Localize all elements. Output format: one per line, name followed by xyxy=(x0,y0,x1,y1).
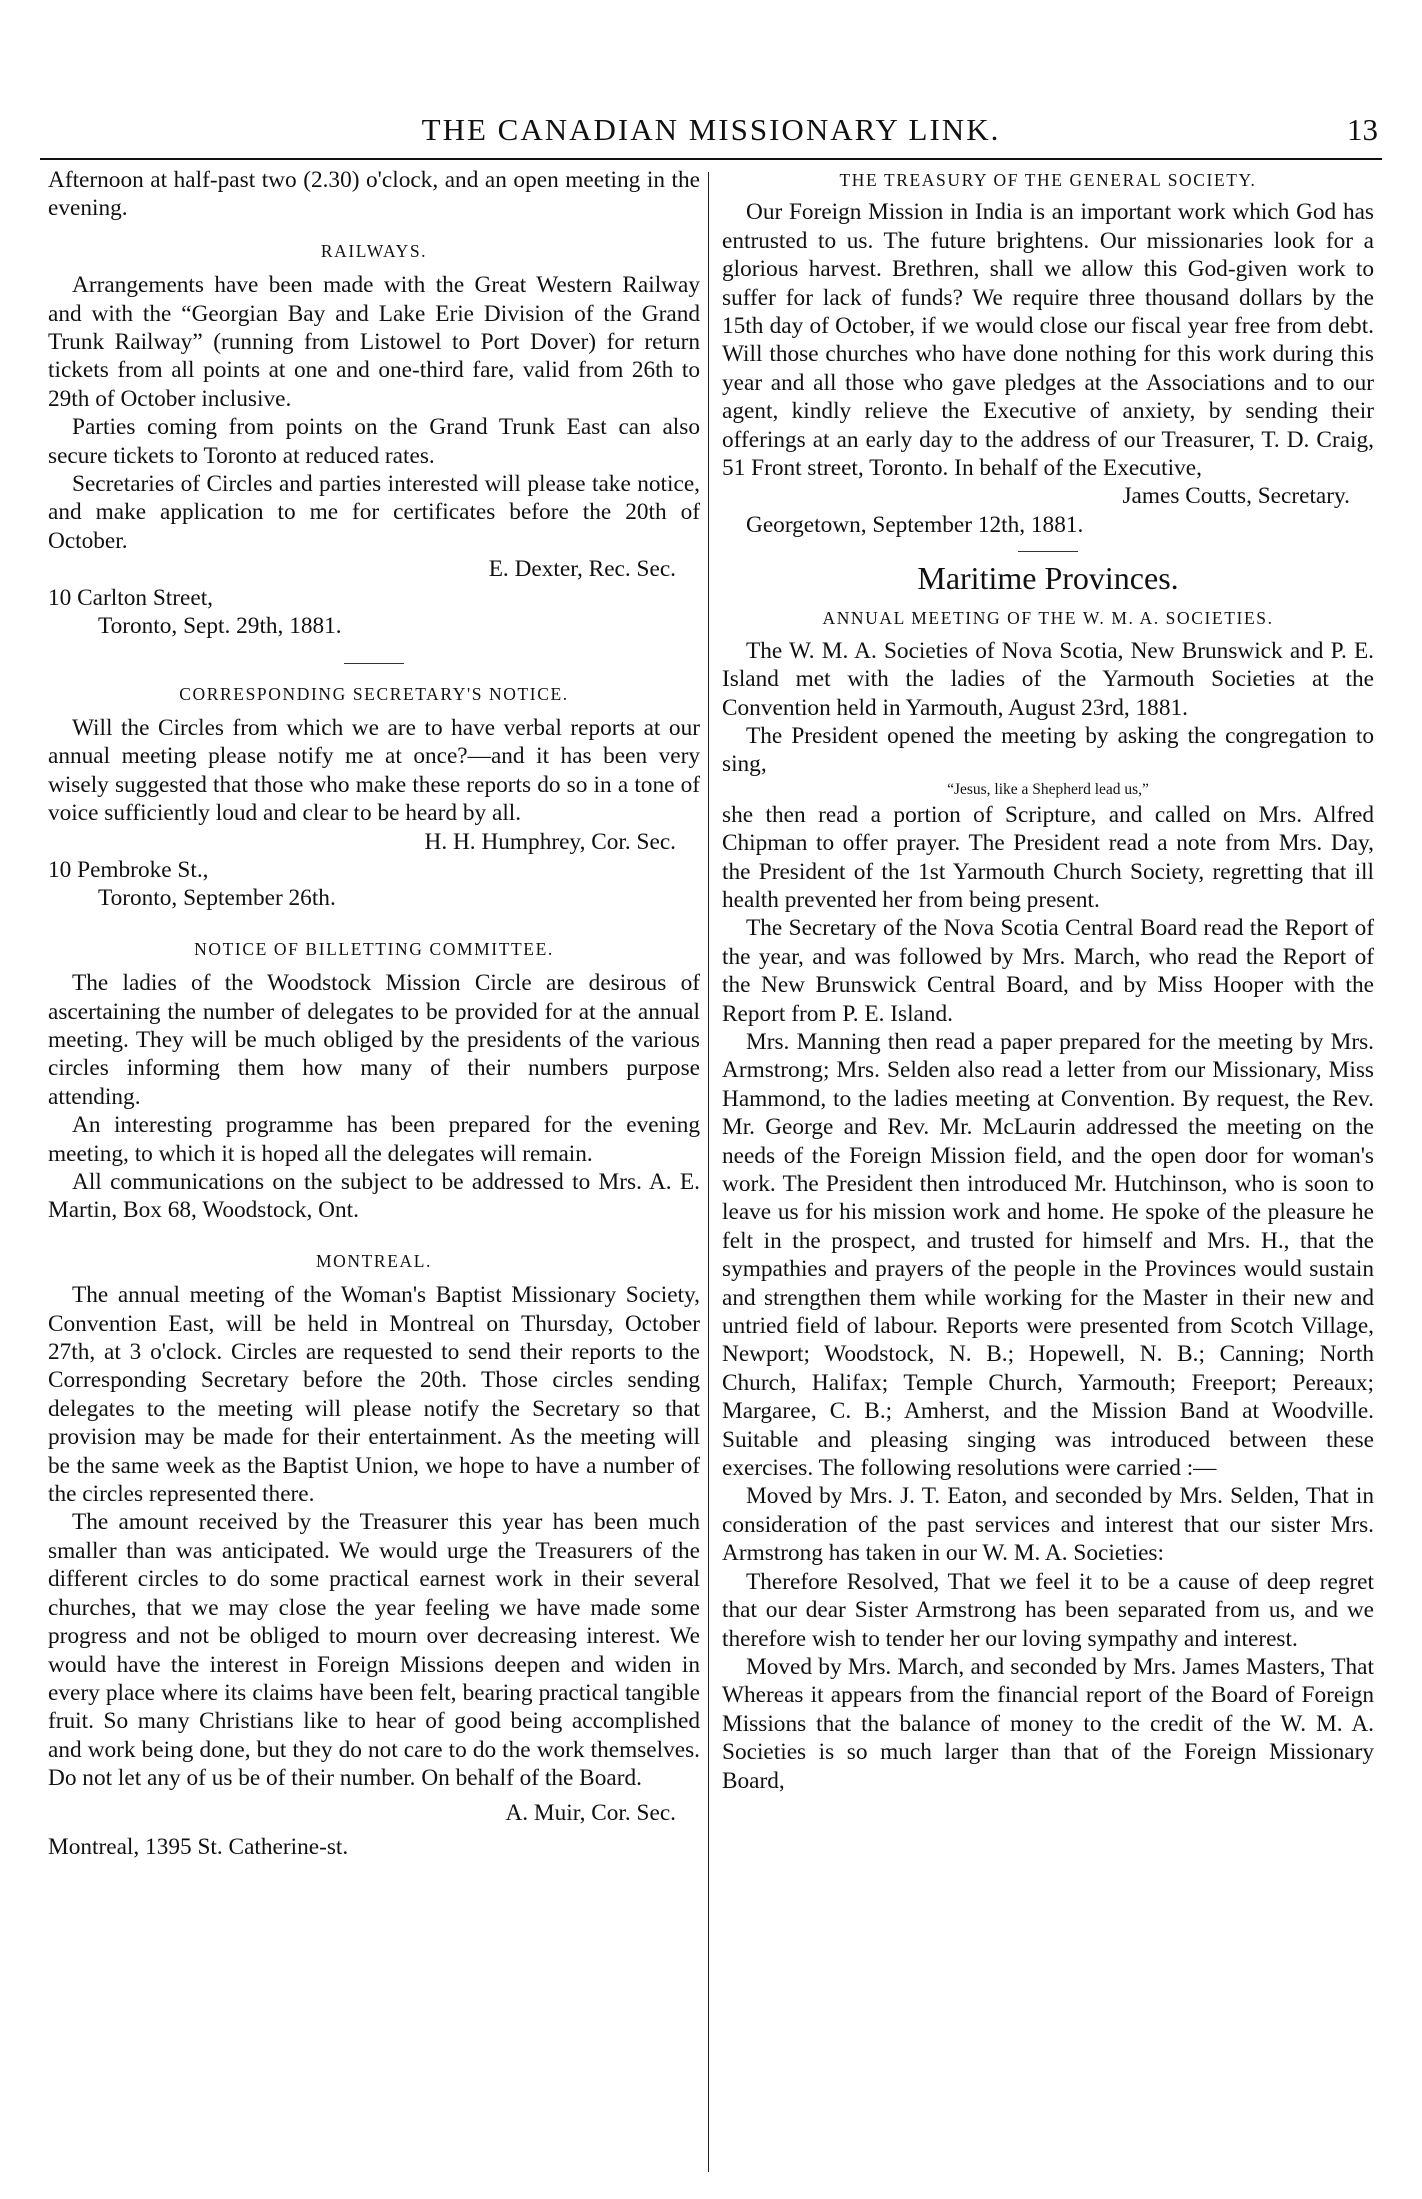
resolution-moved-2: Moved by Mrs. March, and seconded by Mrs. James Masters, That Whereas it appears from the financial report of the Board of Foreign Missions that the balance of money to the credit of the W. M. A. Societies is so much larger than that of the Foreign Missionary Board, xyxy=(722,1653,1374,1794)
dexter-address-date: Toronto, Sept. 29th, 1881. xyxy=(98,613,342,640)
running-title: THE CANADIAN MISSIONARY LINK. xyxy=(421,112,1001,147)
section-rule xyxy=(344,663,404,664)
hymn-title: “Jesus, like a Shepherd lead us,” xyxy=(947,780,1149,798)
annual-meeting-paragraph-4: The Secretary of the Nova Scotia Central Board read the Report of the year, and was followed by Mrs. March, who read the Report of the New Brunswick Central Board, and by Miss Hooper with the Report from P. E. Island. xyxy=(722,915,1374,1027)
dexter-address-street: 10 Carlton Street, xyxy=(48,584,213,611)
right-column xyxy=(722,166,1374,2176)
railways-heading: RAILWAYS. xyxy=(320,240,428,261)
annual-meeting-paragraph-3: she then read a portion of Scripture, and called on Mrs. Alfred Chipman to offer prayer. The President read a note from Mrs. Day, the President of the 1st Yarmouth Church Society, regretting that ill health prevented her from being present. xyxy=(722,801,1374,913)
corresponding-secretary-heading: CORRESPONDING SECRETARY'S NOTICE. xyxy=(179,683,569,704)
muir-signature: A. Muir, Cor. Sec. xyxy=(505,1799,676,1826)
humphrey-address-street: 10 Pembroke St., xyxy=(48,856,209,883)
humphrey-address-date: Toronto, September 26th. xyxy=(98,885,336,912)
left-column xyxy=(48,166,700,2176)
montreal-paragraph-2: The amount received by the Treasurer this year has been much smaller than was anticipated. We would urge the Treasurers of the different circles to do some practical earnest work in their several churches, that we may close the year feeling we have made some progress and not be obliged to mourn over decreasing interest. We would have the interest in Foreign Missions deepen and widen in every place where its claims have been felt, bearing practical tangible fruit. So many Christians like to hear of good being accomplished and work being done, but they do not care to do the work themselves. Do not let any of us be of their number. On behalf of the Board. xyxy=(48,1509,700,1792)
running-header xyxy=(40,108,1382,160)
railways-paragraph-2: Parties coming from points on the Grand Trunk East can also secure tickets to Toronto at reduced rates. xyxy=(48,414,700,469)
muir-address: Montreal, 1395 St. Catherine-st. xyxy=(48,1833,349,1860)
treasury-paragraph: Our Foreign Mission in India is an important work which God has entrusted to us. The future brightens. Our missionaries look for a glorious harvest. Brethren, shall we allow this God-given work to suffer for lack of funds? We require three thousand dollars by the 15th day of October, if we would close our fiscal year free from debt. Will those churches who have done nothing for this work during this year and all those who gave pledges at the Associations and to our agent, kindly relieve the Executive of anxiety, by sending their offerings at an early day to the address of our Treasurer, T. D. Craig, 51 Front street, Toronto. In behalf of the Executive, xyxy=(722,199,1374,482)
billetting-paragraph-3: All communications on the subject to be addressed to Mrs. A. E. Martin, Box 68, Woodstock, Ont. xyxy=(48,1169,700,1224)
montreal-paragraph-1: The annual meeting of the Woman's Baptist Missionary Society, Convention East, will be held in Montreal on Thursday, October 27th, at 3 o'clock. Circles are requested to send their reports to the Corresponding Secretary before the 20th. Those circles sending delegates to the meeting will please notify the Secretary so that provision may be made for their entertainment. As the meeting will be the same week as the Baptist Union, we hope to have a number of the circles represented there. xyxy=(48,1282,700,1508)
annual-meeting-paragraph-5: Mrs. Manning then read a paper prepared for the meeting by Mrs. Armstrong; Mrs. Selden also read a letter from our Missionary, Miss Hammond, to the ladies meeting at Convention. By request, the Rev. Mr. George and Rev. Mr. McLaurin addressed the meeting on the needs of the Foreign Mission field, and the open door for woman's work. The President then introduced Mr. Hutchinson, who is soon to leave us for his mission work and home. He spoke of the pleasure he felt in the prospect, and trusted for himself and Mrs. H., that the sympathies and prayers of the people in the Provinces would sustain and strengthen them while working for the Master in their new and untried field of labour. Reports were presented from Scotch Village, Newport; Woodstock, N. B.; Hopewell, N. B.; Canning; North Church, Halifax; Temple Church, Yarmouth; Freeport; Pereaux; Margaree, C. B.; Amherst, and the Mission Band at Woodville. Suitable and pleasing singing was introduced between these exercises. The following resolutions were carried :— xyxy=(722,1028,1374,1482)
maritime-provinces-title: Maritime Provinces. xyxy=(917,560,1179,597)
annual-meeting-heading: ANNUAL MEETING OF THE W. M. A. SOCIETIES. xyxy=(822,608,1274,629)
billetting-paragraph-2: An interesting programme has been prepared for the evening meeting, to which it is hoped all the delegates will remain. xyxy=(48,1112,700,1167)
meeting-times-paragraph: Afternoon at half-past two (2.30) o'clock, and an open meeting in the evening. xyxy=(48,167,700,222)
coutts-signature: James Coutts, Secretary. xyxy=(1122,483,1350,510)
billetting-paragraph-1: The ladies of the Woodstock Mission Circle are desirous of ascertaining the number of delegates to be provided for at the annual meeting. They will be much obliged by the presidents of the various circles informing them how many of their numbers purpose attending. xyxy=(48,970,700,1110)
section-rule xyxy=(1018,551,1078,552)
coutts-address: Georgetown, September 12th, 1881. xyxy=(746,511,1084,538)
annual-meeting-paragraph-2: The President opened the meeting by asking the congregation to sing, xyxy=(722,722,1374,778)
resolution-moved-1: Moved by Mrs. J. T. Eaton, and seconded by Mrs. Selden, That in consideration of the past services and interest that our sister Mrs. Armstrong has taken in our W. M. A. Societies: xyxy=(722,1483,1374,1567)
montreal-heading: MONTREAL. xyxy=(316,1250,432,1271)
dexter-signature: E. Dexter, Rec. Sec. xyxy=(488,556,676,583)
page-number: 13 xyxy=(1347,112,1378,147)
annual-meeting-paragraph-1: The W. M. A. Societies of Nova Scotia, New Brunswick and P. E. Island met with the ladies of the Yarmouth Societies at the Convention held in Yarmouth, August 23rd, 1881. xyxy=(722,637,1374,721)
column-divider xyxy=(708,172,709,2172)
corresponding-secretary-paragraph: Will the Circles from which we are to have verbal reports at our annual meeting please notify me at once?—and it has been very wisely suggested that those who make these reports do so in a tone of voice sufficiently loud and clear to be heard by all. xyxy=(48,714,700,827)
treasury-heading: THE TREASURY OF THE GENERAL SOCIETY. xyxy=(839,170,1257,190)
billetting-heading: NOTICE OF BILLETTING COMMITTEE. xyxy=(194,938,554,959)
resolution-therefore: Therefore Resolved, That we feel it to be a cause of deep regret that our dear Sister Armstrong has been separated from us, and we therefore wish to tender her our loving sympathy and interest. xyxy=(722,1568,1374,1652)
railways-paragraph-3: Secretaries of Circles and parties interested will please take notice, and make application to me for certificates before the 20th of October. xyxy=(48,471,700,554)
railways-paragraph-1: Arrangements have been made with the Great Western Railway and with the “Georgian Bay and Lake Erie Division of the Grand Trunk Railway” (running from Listowel to Port Dover) for return tickets from all points at one and one-third fare, valid from 26th to 29th of October inclusive. xyxy=(48,272,700,412)
humphrey-signature: H. H. Humphrey, Cor. Sec. xyxy=(424,828,676,855)
